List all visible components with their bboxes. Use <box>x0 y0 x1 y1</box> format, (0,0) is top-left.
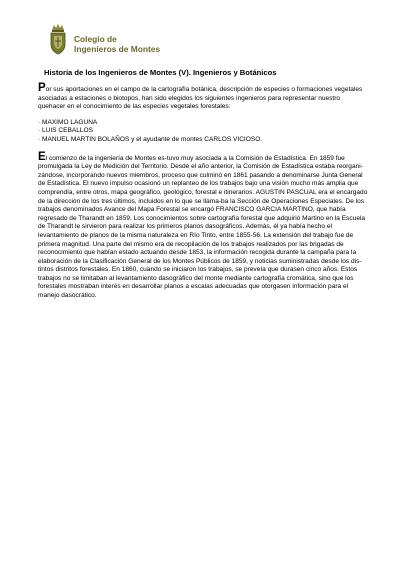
engineer-list <box>38 119 368 145</box>
history-text: l comienzo de la ingeniería de Montes es-tuvo muy asociada a la Comisión de Estadística. En 1859 fue promulgada la Ley de Medición del Territorio. Desde el año anterior, la Comisión de Estadística estaba reorgani-zándose, incorporando nuevos miembros, proceso que culminó en 1861 pasando a denominarse Junta General de Estadística. El nuevo impulso ocasionó un replanteo de los trabajos bajo una visión mucho más amplia que comprendía, entre otros, mapa geográfico, geológico, forestal e itinerarios. AGUSTIN PASCUAL era el encargado de la dirección de los tres últimos, incluidos en lo que se llama-ba la Sección de Operaciones Especiales. De los trabajos denominados Avance del Mapa Forestal se encargó FRANCISCO GARCIA MARTINO, que había regresado de Tharandt en 1859. Los conocimientos sobre cartografía forestal que adquirió Martino en la Escuela de Tharandt le sirvieron para realizar los primeros planos dasográficos. Además, él ya había hecho el levantamiento de planos de la misma naturaleza en Río Tinto, entre 1855-56. La extensión del trabajo fue de primera magnitud. Una parte del mismo era de recopilación de los trabajos realizados por las brigadas de reconocimiento que habían estado actuando desde 1853, la información recogida durante la campaña para la elaboración de la Clasificación General de los Montes Públicos de 1859, y noticias suministradas desde los dis-tintos distritos forestales. En 1860, cuando se iniciaron los trabajos, se preveía que durasen cinco años. Estos trabajos no se limitaban al levantamiento dasográfico del monte mediante cartografía cromática, sino que los forestales mostraban interés en desarrollar planos a escalas adecuadas que otorgasen información para el manejo dasocrático. <box>38 154 368 300</box>
history-paragraph <box>38 150 368 301</box>
logo-text <box>74 35 160 54</box>
list-item: · LUIS CEBALLOS <box>38 127 93 135</box>
list-item: · MAXIMO LAGUNA <box>38 118 98 126</box>
drop-cap: E <box>38 150 46 163</box>
intro-text: or sus aportaciones en el campo de la cartografía botánica, descripción de especies o formaciones vegetales asociadas a estaciones o biotopos, han sido elegidos los siguientes ingenieros para representar nuestro quehacer en el conocimiento de las especies vegetales forestales: <box>38 86 363 111</box>
list-item: · MANUEL MARTIN BOLAÑOS y el ayudante de montes CARLOS VICIOSO. <box>38 135 263 143</box>
college-logo <box>44 22 161 64</box>
logo-line-2: Ingenieros de Montes <box>74 43 161 54</box>
intro-paragraph <box>38 84 368 112</box>
article-body <box>38 84 368 301</box>
logo-line-1: Colegio de <box>74 34 117 44</box>
page-title: Historia de los Ingenieros de Montes (V). Ingenieros y Botánicos <box>44 68 277 77</box>
college-crest-icon <box>48 22 68 56</box>
drop-cap: P <box>38 82 46 94</box>
